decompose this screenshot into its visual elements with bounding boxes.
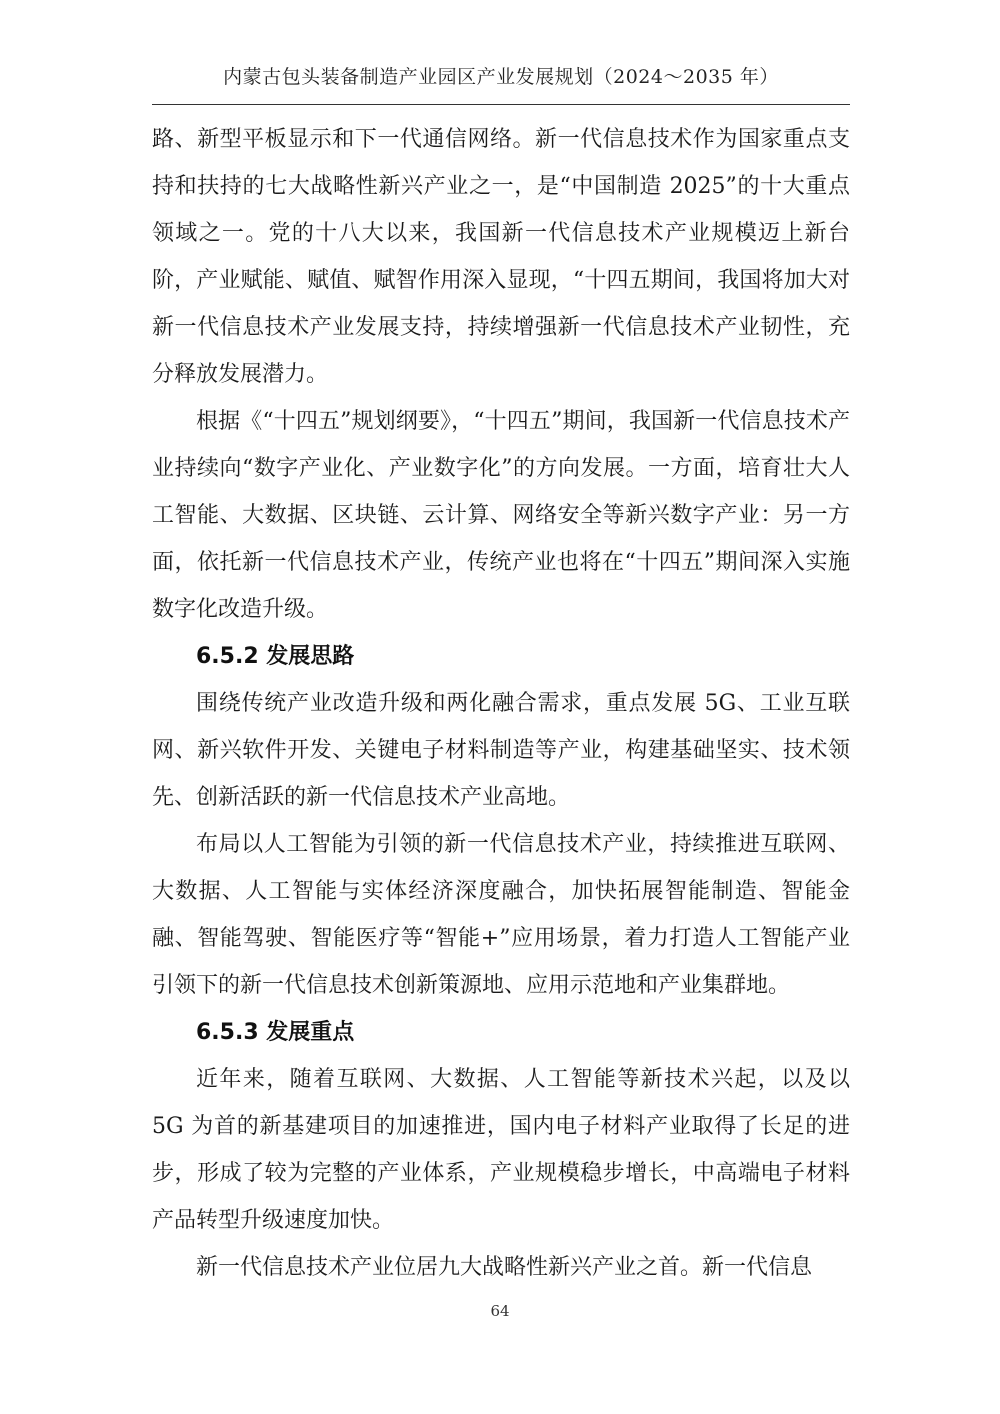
- section-heading-development-approach: 6.5.2 发展思路: [196, 644, 355, 669]
- paragraph-continuation: 路、新型平板显示和下一代通信网络。新一代信息技术作为国家重点支持和扶持的七大战略性新兴产业之一，是“中国制造 2025”的十大重点领域之一。党的十八大以来，我国新一代信息技术产业规模迈上新台阶，产业赋能、赋值、赋智作用深入显现，“十四五期间，我国将加大对新一代信息技术产业发展支持，持续增强新一代信息技术产业韧性，充分释放发展潜力。: [152, 127, 850, 387]
- paragraph-development-focus-1: 近年来，随着互联网、大数据、人工智能等新技术兴起，以及以 5G 为首的新基建项目的加速推进，国内电子材料产业取得了长足的进步，形成了较为完整的产业体系，产业规模稳步增长，中高端电子材料产品转型升级速度加快。: [152, 1067, 850, 1233]
- document-body: [152, 116, 850, 1291]
- running-header: 内蒙古包头装备制造产业园区产业发展规划（2024～2035 年）: [223, 66, 779, 88]
- header-divider: [152, 104, 850, 105]
- paragraph-development-focus-2: 新一代信息技术产业位居九大战略性新兴产业之首。新一代信息: [196, 1255, 813, 1280]
- paragraph-development-approach-1: 围绕传统产业改造升级和两化融合需求，重点发展 5G、工业互联网、新兴软件开发、关键电子材料制造等产业，构建基础坚实、技术领先、创新活跃的新一代信息技术产业高地。: [152, 691, 850, 810]
- page-number: 64: [490, 1302, 510, 1320]
- paragraph-development-approach-2: 布局以人工智能为引领的新一代信息技术产业，持续推进互联网、大数据、人工智能与实体经济深度融合，加快拓展智能制造、智能金融、智能驾驶、智能医疗等“智能+”应用场景，着力打造人工智能产业引领下的新一代信息技术创新策源地、应用示范地和产业集群地。: [152, 832, 850, 998]
- paragraph-fourteenth-five-year-plan: 根据《“十四五”规划纲要》，“十四五”期间，我国新一代信息技术产业持续向“数字产业化、产业数字化”的方向发展。一方面，培育壮大人工智能、大数据、区块链、云计算、网络安全等新兴数字产业：另一方面，依托新一代信息技术产业，传统产业也将在“十四五”期间深入实施数字化改造升级。: [152, 409, 850, 622]
- section-heading-development-focus: 6.5.3 发展重点: [196, 1020, 355, 1045]
